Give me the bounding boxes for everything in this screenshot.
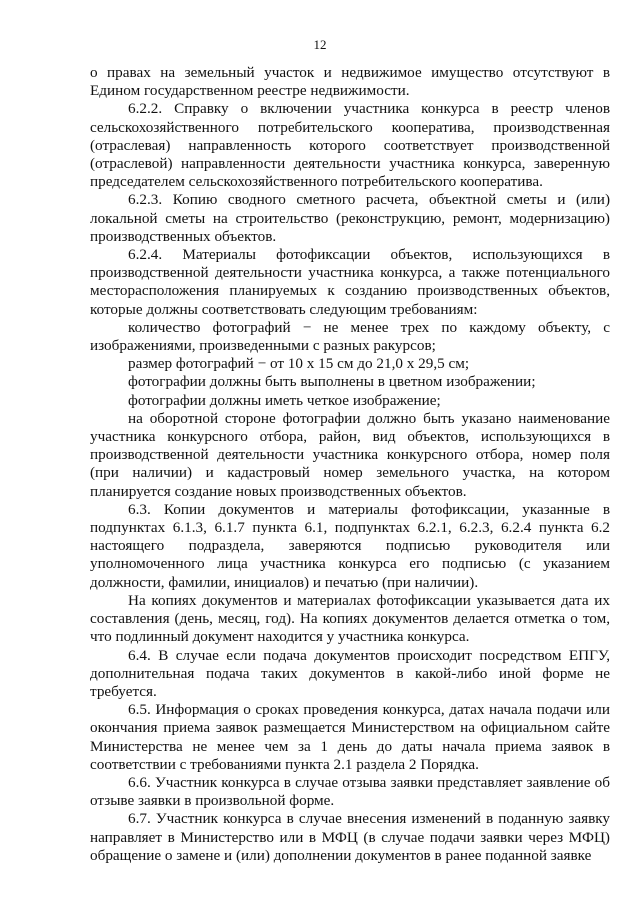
paragraph: 6.4. В случае если подача документов происходит посредством ЕПГУ, дополнительная подача таких документов в какой-либо иной форме не требуется.	[90, 646, 610, 700]
paragraph: На копиях документов и материалах фотофиксации указывается дата их составления (день, месяц, год). На копиях документов делается отметка о том, что подлинный документ находится у участника конкурса.	[90, 591, 610, 646]
paragraph: 6.5. Информация о сроках проведения конкурса, датах начала подачи или окончания приема заявок размещается Министерством на официальном сайте Министерства не менее чем за 1 день до даты начала приема заявок в соответствии с требованиями пункта 2.1 раздела 2 Порядка.	[90, 701, 610, 773]
paragraph: фотографии должны иметь четкое изображение;	[128, 391, 441, 409]
paragraph: на оборотной стороне фотографии должно быть указано наименование участника конкурсного отбора, район, вид объектов, использующихся в производственной деятельности участника конкурсного отбора, номер поля (при наличии) и кадастровый номер земельного участка, на котором планируется создание новых производственных объектов.	[90, 409, 610, 500]
paragraph: 6.2.3. Копию сводного сметного расчета, объектной сметы и (или) локальной сметы на строительство (реконструкцию, ремонт, модернизацию) производственных объектов.	[90, 191, 610, 245]
page-number: 12	[313, 37, 327, 52]
paragraph: о правах на земельный участок и недвижимое имущество отсутствуют в Едином государственном реестре недвижимости.	[90, 64, 610, 100]
paragraph: 6.2.2. Справку о включении участника конкурса в реестр членов сельскохозяйственного потребительского кооператива, производственная (отраслевая) направленность которого соответствует производственной (отраслевой) направленности деятельности участника конкурса, заверенную председателем сельскохозяйственного потребительского кооператива.	[90, 100, 610, 191]
paragraph: размер фотографий − от 10 х 15 см до 21,0 х 29,5 см;	[128, 355, 470, 373]
paragraph: фотографии должны быть выполнены в цветном изображении;	[128, 373, 536, 391]
document-body	[90, 64, 610, 865]
paragraph: 6.7. Участник конкурса в случае внесения изменений в поданную заявку направляет в Министерство или в МФЦ (в случае подачи заявки через МФЦ) обращение о замене и (или) дополнении документов в ранее поданной заявке	[90, 810, 610, 864]
paragraph: 6.6. Участник конкурса в случае отзыва заявки представляет заявление об отзыве заявки в произвольной форме.	[90, 773, 610, 810]
paragraph: 6.2.4. Материалы фотофиксации объектов, использующихся в производственной деятельности участника конкурса, а также потенциального месторасположения планируемых к созданию производственных объектов, которые должны соответствовать следующим требованиям:	[90, 246, 610, 318]
paragraph: количество фотографий − не менее трех по каждому объекту, с изображениями, произведенными с разных ракурсов;	[90, 318, 610, 355]
paragraph: 6.3. Копии документов и материалы фотофиксации, указанные в подпунктах 6.1.3, 6.1.7 пункта 6.1, подпунктах 6.2.1, 6.2.3, 6.2.4 пункта 6.2 настоящего подраздела, заверяются подписью руководителя или уполномоченного лица участника конкурса его подписью (с указанием должности, фамилии, инициалов) и печатью (при наличии).	[90, 500, 610, 591]
